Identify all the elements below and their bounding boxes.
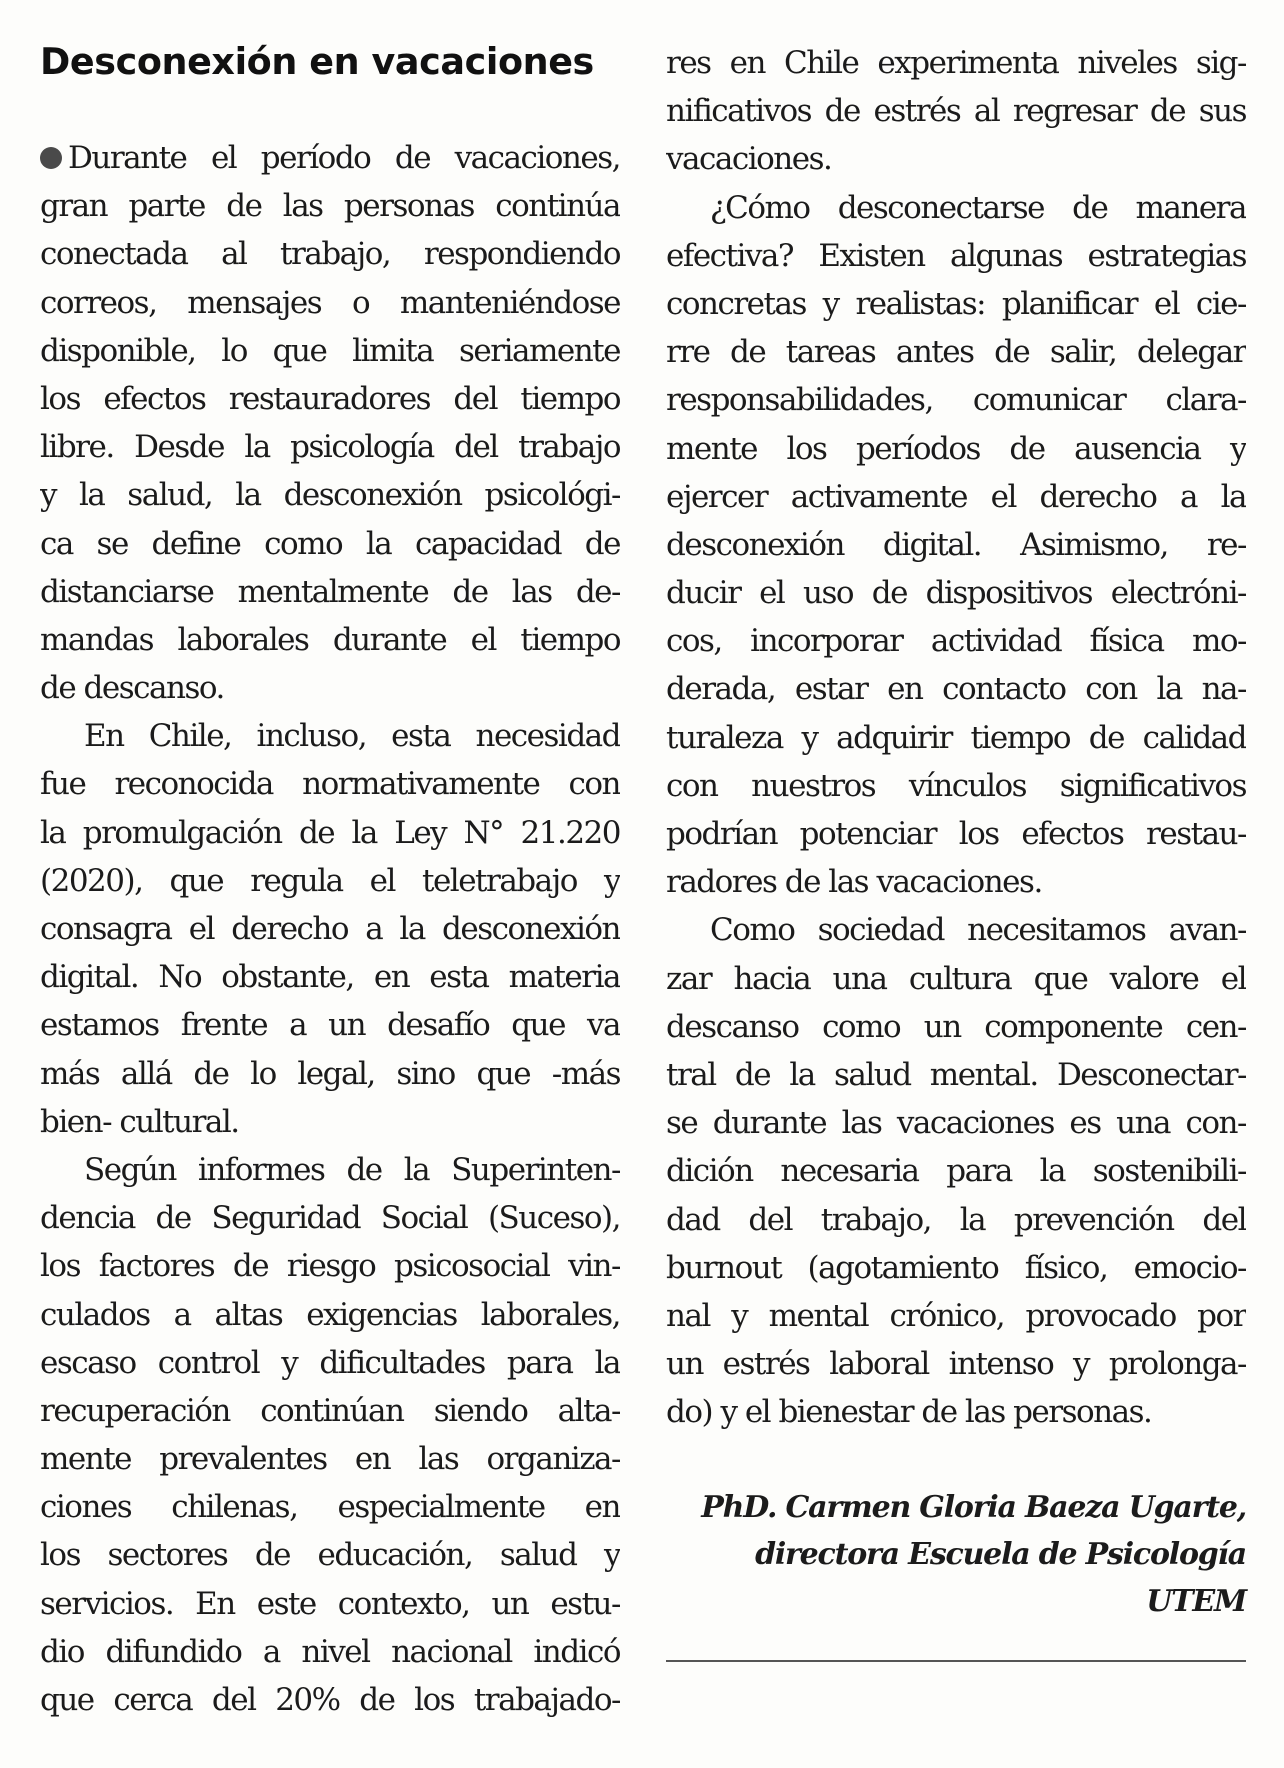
text-line: dición necesaria para la sostenibili- (666, 1153, 1246, 1190)
text-line: los sectores de educación, salud y (40, 1537, 620, 1574)
text-line: turaleza y adquirir tiempo de calidad (666, 719, 1246, 756)
text-line: dio difundido a nivel nacional indicó (40, 1633, 620, 1670)
text-line: que cerca del 20% de los trabajado- (40, 1682, 620, 1718)
right-column-text (666, 39, 1246, 1436)
text-line: digital. No obstante, en esta materia (40, 959, 620, 996)
author-role: directora Escuela de Psicología (755, 1537, 1246, 1572)
author-name: PhD. Carmen Gloria Baeza Ugarte, (701, 1490, 1246, 1525)
text-line: de descanso. (40, 670, 224, 707)
text-line: disponible, lo que limita seriamente (40, 332, 620, 369)
text-line: cos, incorporar actividad física mo- (666, 623, 1246, 660)
text-line: derada, estar en contacto con la na- (666, 671, 1246, 708)
text-line: los factores de riesgo psicosocial vin- (40, 1248, 620, 1285)
text-line: dencia de Seguridad Social (Suceso), (40, 1200, 620, 1237)
text-line: se durante las vacaciones es una con- (666, 1105, 1246, 1142)
text-line: zar hacia una cultura que valore el (666, 960, 1246, 997)
closing-rule (666, 1660, 1246, 1662)
text-line: conectada al trabajo, respondiendo (40, 236, 620, 273)
text-line: radores de las vacaciones. (666, 864, 1042, 901)
text-line: mandas laborales durante el tiempo (40, 621, 620, 658)
text-line: dad del trabajo, la prevención del (666, 1201, 1246, 1238)
text-line: ca se define como la capacidad de (40, 525, 620, 562)
text-line: gran parte de las personas continúa (40, 188, 620, 225)
text-line: Durante el período de vacaciones, (40, 134, 620, 182)
text-line: vacaciones. (666, 141, 832, 178)
text-line: mente prevalentes en las organiza- (40, 1441, 620, 1478)
text-line: do) y el bienestar de las personas. (666, 1394, 1152, 1431)
text-line: servicios. En este contexto, un estu- (40, 1585, 620, 1622)
text-line: y la salud, la desconexión psicológi- (40, 477, 620, 514)
text-line: libre. Desde la psicología del trabajo (40, 429, 620, 466)
left-column-text (40, 134, 620, 1724)
text-line: Según informes de la Superinten- (84, 1151, 620, 1188)
text-line: efectiva? Existen algunas estrategias (666, 237, 1246, 274)
author-byline (666, 1484, 1246, 1625)
text-line: res en Chile experimenta niveles sig- (666, 45, 1246, 81)
text-line: distanciarse mentalmente de las de- (40, 573, 620, 610)
text-line: Como sociedad necesitamos avan- (710, 912, 1246, 949)
text-line: los efectos restauradores del tiempo (40, 380, 620, 417)
text-line: responsabilidades, comunicar clara- (666, 382, 1246, 419)
text-line: rre de tareas antes de salir, delegar (666, 334, 1246, 371)
text-line: tral de la salud mental. Desconectar- (666, 1056, 1246, 1093)
text-line: burnout (agotamiento físico, emocio- (666, 1249, 1246, 1286)
text-line: concretas y realistas: planificar el cie- (666, 285, 1246, 322)
text-line: correos, mensajes o manteniéndose (40, 284, 620, 321)
text-line: ejercer activamente el derecho a la (666, 478, 1246, 515)
text-line: podrían potenciar los efectos restau- (666, 816, 1246, 852)
text-line: ducir el uso de dispositivos electróni- (666, 575, 1246, 612)
text-line: bien- cultural. (40, 1103, 239, 1140)
text-line: un estrés laboral intenso y prolonga- (666, 1346, 1246, 1383)
text-line: nal y mental crónico, provocado por (666, 1297, 1246, 1334)
text-line: consagra el derecho a la desconexión (40, 911, 620, 947)
text-line: con nuestros vínculos significativos (666, 767, 1246, 804)
text-line: ¿Cómo desconectarse de manera (710, 189, 1246, 226)
text-line: desconexión digital. Asimismo, re- (666, 526, 1246, 563)
text-line: fue reconocida normativamente con (40, 766, 620, 803)
text-line: descanso como un componente cen- (666, 1008, 1246, 1045)
bullet-icon (40, 147, 62, 169)
text-line: culados a altas exigencias laborales, (40, 1296, 620, 1333)
text-line: más allá de lo legal, sino que -más (40, 1055, 620, 1092)
text-line: la promulgación de la Ley N° 21.220 (40, 814, 620, 851)
text-line: escaso control y dificultades para la (40, 1344, 620, 1381)
text-line: (2020), que regula el teletrabajo y (40, 862, 620, 899)
author-institution: UTEM (1146, 1584, 1246, 1619)
text-line: mente los períodos de ausencia y (666, 430, 1246, 467)
text-line: recuperación continúan siendo alta- (40, 1392, 620, 1429)
text-line: ciones chilenas, especialmente en (40, 1489, 620, 1526)
text-line: En Chile, incluso, esta necesidad (84, 718, 620, 755)
article-headline: Desconexión en vacaciones (40, 40, 594, 83)
text-line: nificativos de estrés al regresar de sus (666, 93, 1246, 130)
text-line: estamos frente a un desafío que va (40, 1007, 620, 1044)
